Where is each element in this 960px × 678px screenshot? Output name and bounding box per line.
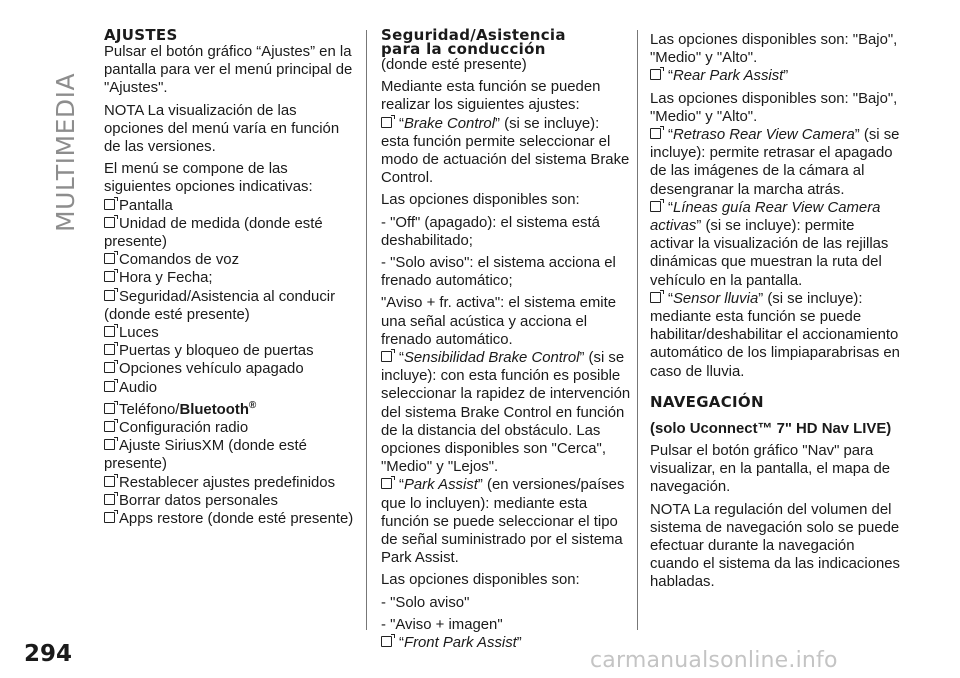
list-item: Apps restore (donde esté presente)	[104, 510, 354, 528]
checkbox-bullet-icon	[104, 403, 115, 414]
checkbox-bullet-icon	[650, 69, 661, 80]
checkbox-bullet-icon	[650, 128, 661, 139]
checkbox-bullet-icon	[381, 478, 392, 489]
list-item: Pantalla	[104, 197, 354, 215]
brake-control-entry: “Brake Control” (si se incluye): esta función permite seleccionar el modo de actuación del sistema Brake Control.	[381, 115, 630, 187]
checkbox-bullet-icon	[104, 512, 115, 523]
checkbox-bullet-icon	[104, 362, 115, 373]
list-item: Seguridad/Asistencia al conducir (donde esté presente)	[104, 288, 336, 323]
list-item: Ajuste SiriusXM (donde esté presente)	[104, 438, 307, 473]
list-item: Audio	[104, 379, 354, 397]
heading-subtitle: (donde esté presente)	[381, 57, 527, 73]
option-text: "Aviso + fr. activa": el sistema emite una señal acústica y acciona el frenado automático.	[381, 295, 616, 348]
checkbox-bullet-icon	[104, 494, 115, 505]
checkbox-bullet-icon	[650, 292, 661, 303]
checkbox-bullet-icon	[650, 201, 661, 212]
checkbox-bullet-icon	[104, 326, 115, 337]
list-item: Restablecer ajustes predefinidos	[104, 474, 354, 492]
list-item: Comandos de voz	[104, 251, 354, 269]
page-number: 294	[24, 641, 73, 667]
note-paragraph: NOTA La regulación del volumen del sistema de navegación solo se puede efectuar durante la navegación cuando el sistema da las indicaciones habladas.	[650, 501, 900, 591]
checkbox-bullet-icon	[104, 439, 115, 450]
rear-park-assist-entry: “Rear Park Assist”	[650, 67, 900, 85]
list-item: Hora y Fecha;	[104, 269, 354, 287]
column-divider	[637, 30, 638, 630]
heading-subtitle: (solo Uconnect™ 7" HD Nav LIVE)	[650, 420, 892, 437]
paragraph: Las opciones disponibles son:	[381, 192, 580, 209]
column-navegacion	[650, 31, 900, 596]
checkbox-bullet-icon	[381, 636, 392, 647]
checkbox-bullet-icon	[104, 421, 115, 432]
paragraph: Las opciones disponibles son: "Bajo", "Medio" y "Alto".	[650, 32, 898, 67]
checkbox-bullet-icon	[104, 217, 115, 228]
paragraph: Mediante esta función se pueden realizar los siguientes ajustes:	[381, 79, 601, 114]
camera-delay-entry: “Retraso Rear View Camera” (si se incluye): permite retrasar el apagado de las imágenes de la cámara al desengranar la marcha atrás.	[650, 127, 900, 198]
list-item-phone: Teléfono/Bluetooth®	[104, 397, 354, 419]
column-ajustes	[104, 28, 354, 528]
checkbox-bullet-icon	[104, 381, 115, 392]
rain-sensor-entry: “Sensor lluvia” (si se incluye): mediante esta función se puede habilitar/deshabilitar el accionamiento automático de los limpiaparabrisas en caso de lluvia.	[650, 290, 900, 380]
option-text: - "Solo aviso"	[381, 594, 470, 611]
paragraph: Pulsar el botón gráfico “Ajustes” en la pantalla para ver el menú principal de "Ajustes".	[104, 44, 353, 97]
column-seguridad	[381, 28, 631, 656]
option-text: - "Off" (apagado): el sistema está deshabilitado;	[381, 214, 600, 249]
checkbox-bullet-icon	[381, 351, 392, 362]
option-text: - "Aviso + imagen"	[381, 616, 503, 633]
section-heading-seguridad: Seguridad/Asistencia para la conducción	[381, 26, 566, 58]
list-item: Puertas y bloqueo de puertas	[104, 342, 354, 360]
checkbox-bullet-icon	[104, 344, 115, 355]
sensitivity-entry: “Sensibilidad Brake Control” (si se incluye): con esta función es posible seleccionar la rapidez de intervención del sistema Brake Control en función de la distancia del obstáculo. Las opciones disponibles son "Cerca", "Medio" y "Lejos".	[381, 350, 631, 476]
paragraph: Las opciones disponibles son: "Bajo", "Medio" y "Alto".	[650, 90, 898, 125]
checkbox-bullet-icon	[104, 290, 115, 301]
guide-lines-entry: “Líneas guía Rear View Camera activas” (si se incluye): permite activar la visualización de las rejillas dinámicas que muestran la ruta del vehículo en la pantalla.	[650, 199, 889, 289]
column-divider	[366, 30, 367, 630]
option-text: - "Solo aviso": el sistema acciona el frenado automático;	[381, 255, 616, 290]
checkbox-bullet-icon	[381, 117, 392, 128]
list-item: Unidad de medida (donde esté presente)	[104, 215, 323, 251]
paragraph: El menú se compone de las siguientes opciones indicativas:	[104, 161, 313, 196]
settings-option-list	[104, 197, 354, 529]
section-side-label: MULTIMEDIA	[51, 72, 80, 232]
list-item: Configuración radio	[104, 419, 354, 437]
section-heading-navegacion: NAVEGACIÓN	[650, 392, 764, 411]
checkbox-bullet-icon	[104, 271, 115, 282]
paragraph: Pulsar el botón gráfico "Nav" para visualizar, en la pantalla, el mapa de navegación.	[650, 443, 891, 496]
note-paragraph: NOTA La visualización de las opciones del menú varía en función de las versiones.	[104, 102, 340, 156]
list-item: Luces	[104, 324, 354, 342]
front-park-assist-entry: “Front Park Assist”	[381, 634, 631, 652]
checkbox-bullet-icon	[104, 253, 115, 264]
section-heading-ajustes: AJUSTES	[104, 26, 178, 44]
checkbox-bullet-icon	[104, 476, 115, 487]
watermark: carmanualsonline.info	[590, 648, 838, 673]
park-assist-entry: “Park Assist” (en versiones/países que lo incluyen): mediante esta función se puede seleccionar el tipo de señal suministrado por el sistema Park Assist.	[381, 477, 625, 567]
paragraph: Las opciones disponibles son:	[381, 572, 580, 589]
list-item: Borrar datos personales	[104, 492, 354, 510]
checkbox-bullet-icon	[104, 199, 115, 210]
list-item: Opciones vehículo apagado	[104, 360, 354, 378]
